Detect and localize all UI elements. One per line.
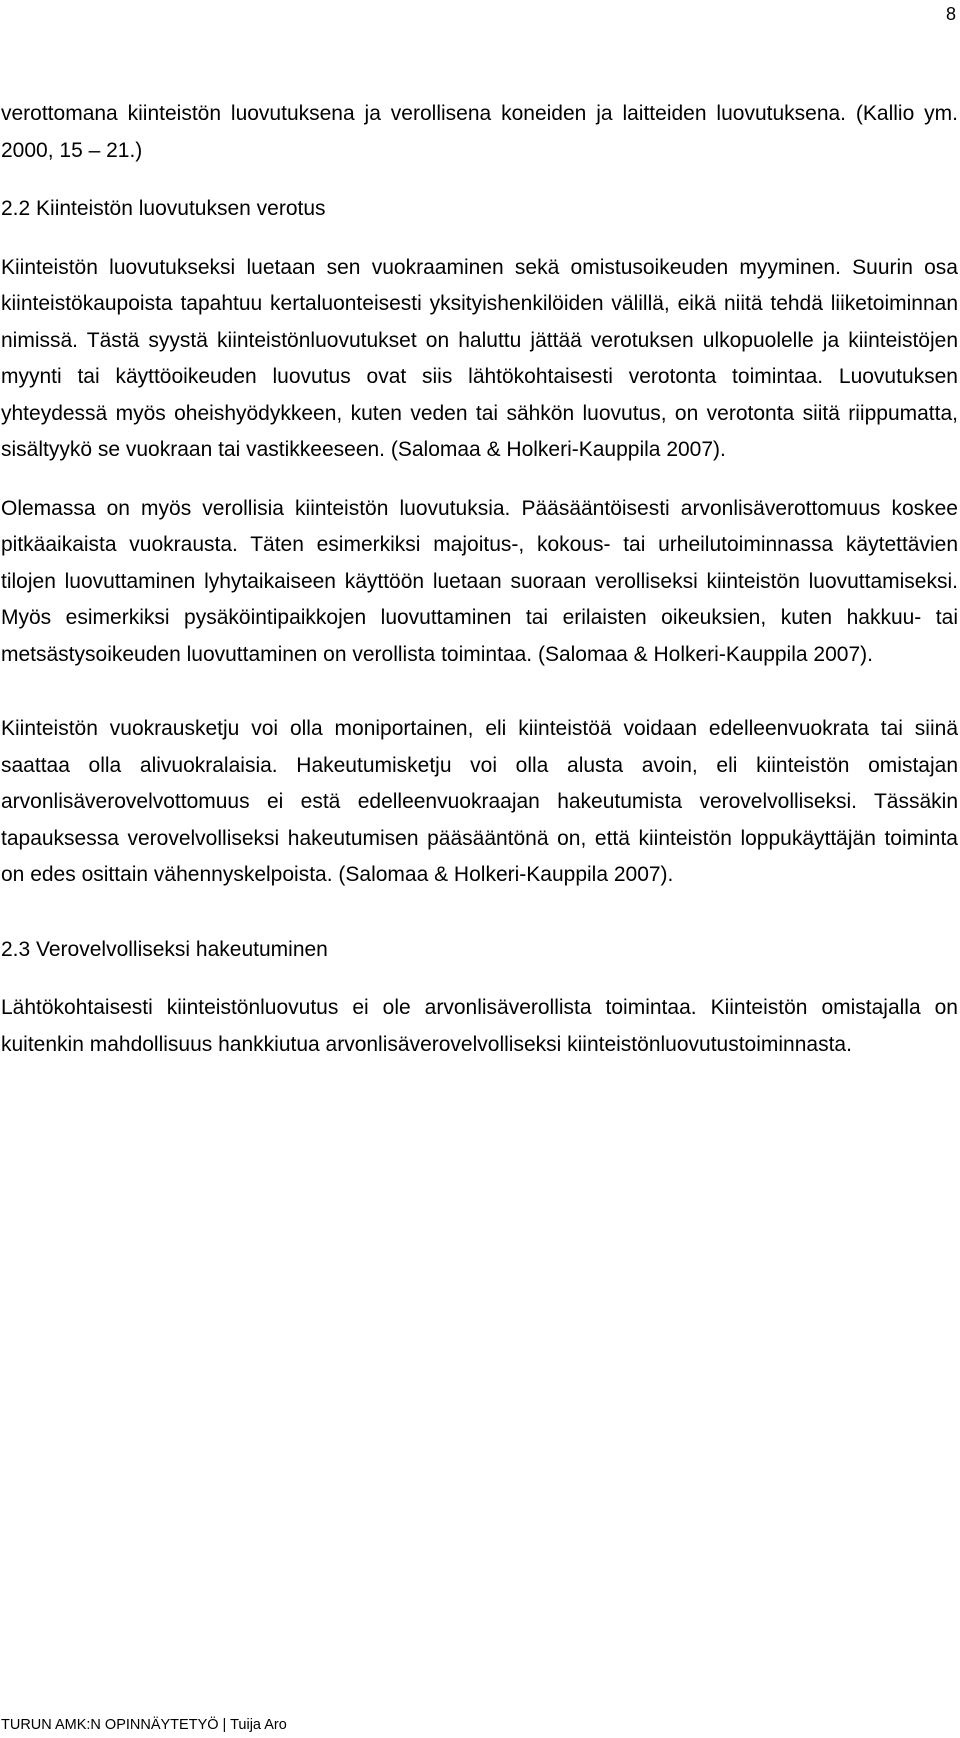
intro-paragraph: verottomana kiinteistön luovutuksena ja verollisena koneiden ja laitteiden luovutuksena. (Kallio ym. 2000, 15 – 21.) — [1, 102, 958, 162]
body-paragraph: Kiinteistön vuokrausketju voi olla moniportainen, eli kiinteistöä voidaan edelleenvuokrata tai siinä saattaa olla alivuokralaisia. Hakeutumisketju voi olla alusta avoin, eli kiinteistön omistajan arvonlisäverovelvottomuus ei estä edelleenvuokraajan hakeutumista verovelvolliseksi. Tässäkin tapauksessa verovelvolliseksi hakeutumisen pääsääntönä on, että kiinteistön loppukäyttäjän toiminta on edes osittain vähennyskelpoista. (Salomaa & Holkeri-Kauppila 2007). — [1, 717, 958, 886]
body-paragraph: Kiinteistön luovutukseksi luetaan sen vuokraaminen sekä omistusoikeuden myyminen. Suurin osa kiinteistökaupoista tapahtuu kertaluonteisesti yksityishenkilöiden välillä, eikä niitä tehdä liiketoiminnan nimissä. Tästä syystä kiinteistönluovutukset on haluttu jättää verotuksen ulkopuolelle ja kiinteistöjen myynti tai käyttöoikeuden luovutus ovat siis lähtökohtaisesti verotonta toimintaa. Luovutuksen yhteydessä myös oheishyödykkeen, kuten veden tai sähkön luovutus, on verotonta siitä riippumatta, sisältyykö se vuokraan tai vastikkeeseen. (Salomaa & Holkeri-Kauppila 2007). — [1, 255, 958, 461]
section-heading-2-3: 2.3 Verovelvolliseksi hakeutuminen — [1, 937, 328, 961]
body-paragraph: Olemassa on myös verollisia kiinteistön luovutuksia. Pääsääntöisesti arvonlisäverottomuus koskee pitkäaikaista vuokrausta. Täten esimerkiksi majoitus-, kokous- tai urheilutoiminnassa käytettävien tilojen luovuttaminen lyhytaikaiseen käyttöön luetaan suoraan verolliseksi kiinteistön luovuttamiseksi. Myös esimerkiksi pysäköintipaikkojen luovuttaminen tai erilaisten oikeuksien, kuten hakkuu- tai metsästysoikeuden luovuttaminen on verollista toimintaa. (Salomaa & Holkeri-Kauppila 2007). — [1, 496, 958, 666]
document-body — [1, 96, 958, 1063]
section-heading-2-2: 2.2 Kiinteistön luovutuksen verotus — [1, 197, 326, 220]
body-paragraph: Lähtökohtaisesti kiinteistönluovutus ei ole arvonlisäverollista toimintaa. Kiinteistön omistajalla on kuitenkin mahdollisuus hankkiutua arvonlisäverovelvolliseksi kiinteistönluovutustoiminnasta. — [1, 996, 958, 1056]
page-number: 8 — [945, 4, 956, 24]
footer-text: TURUN AMK:N OPINNÄYTETYÖ | Tuija Aro — [1, 1717, 287, 1733]
